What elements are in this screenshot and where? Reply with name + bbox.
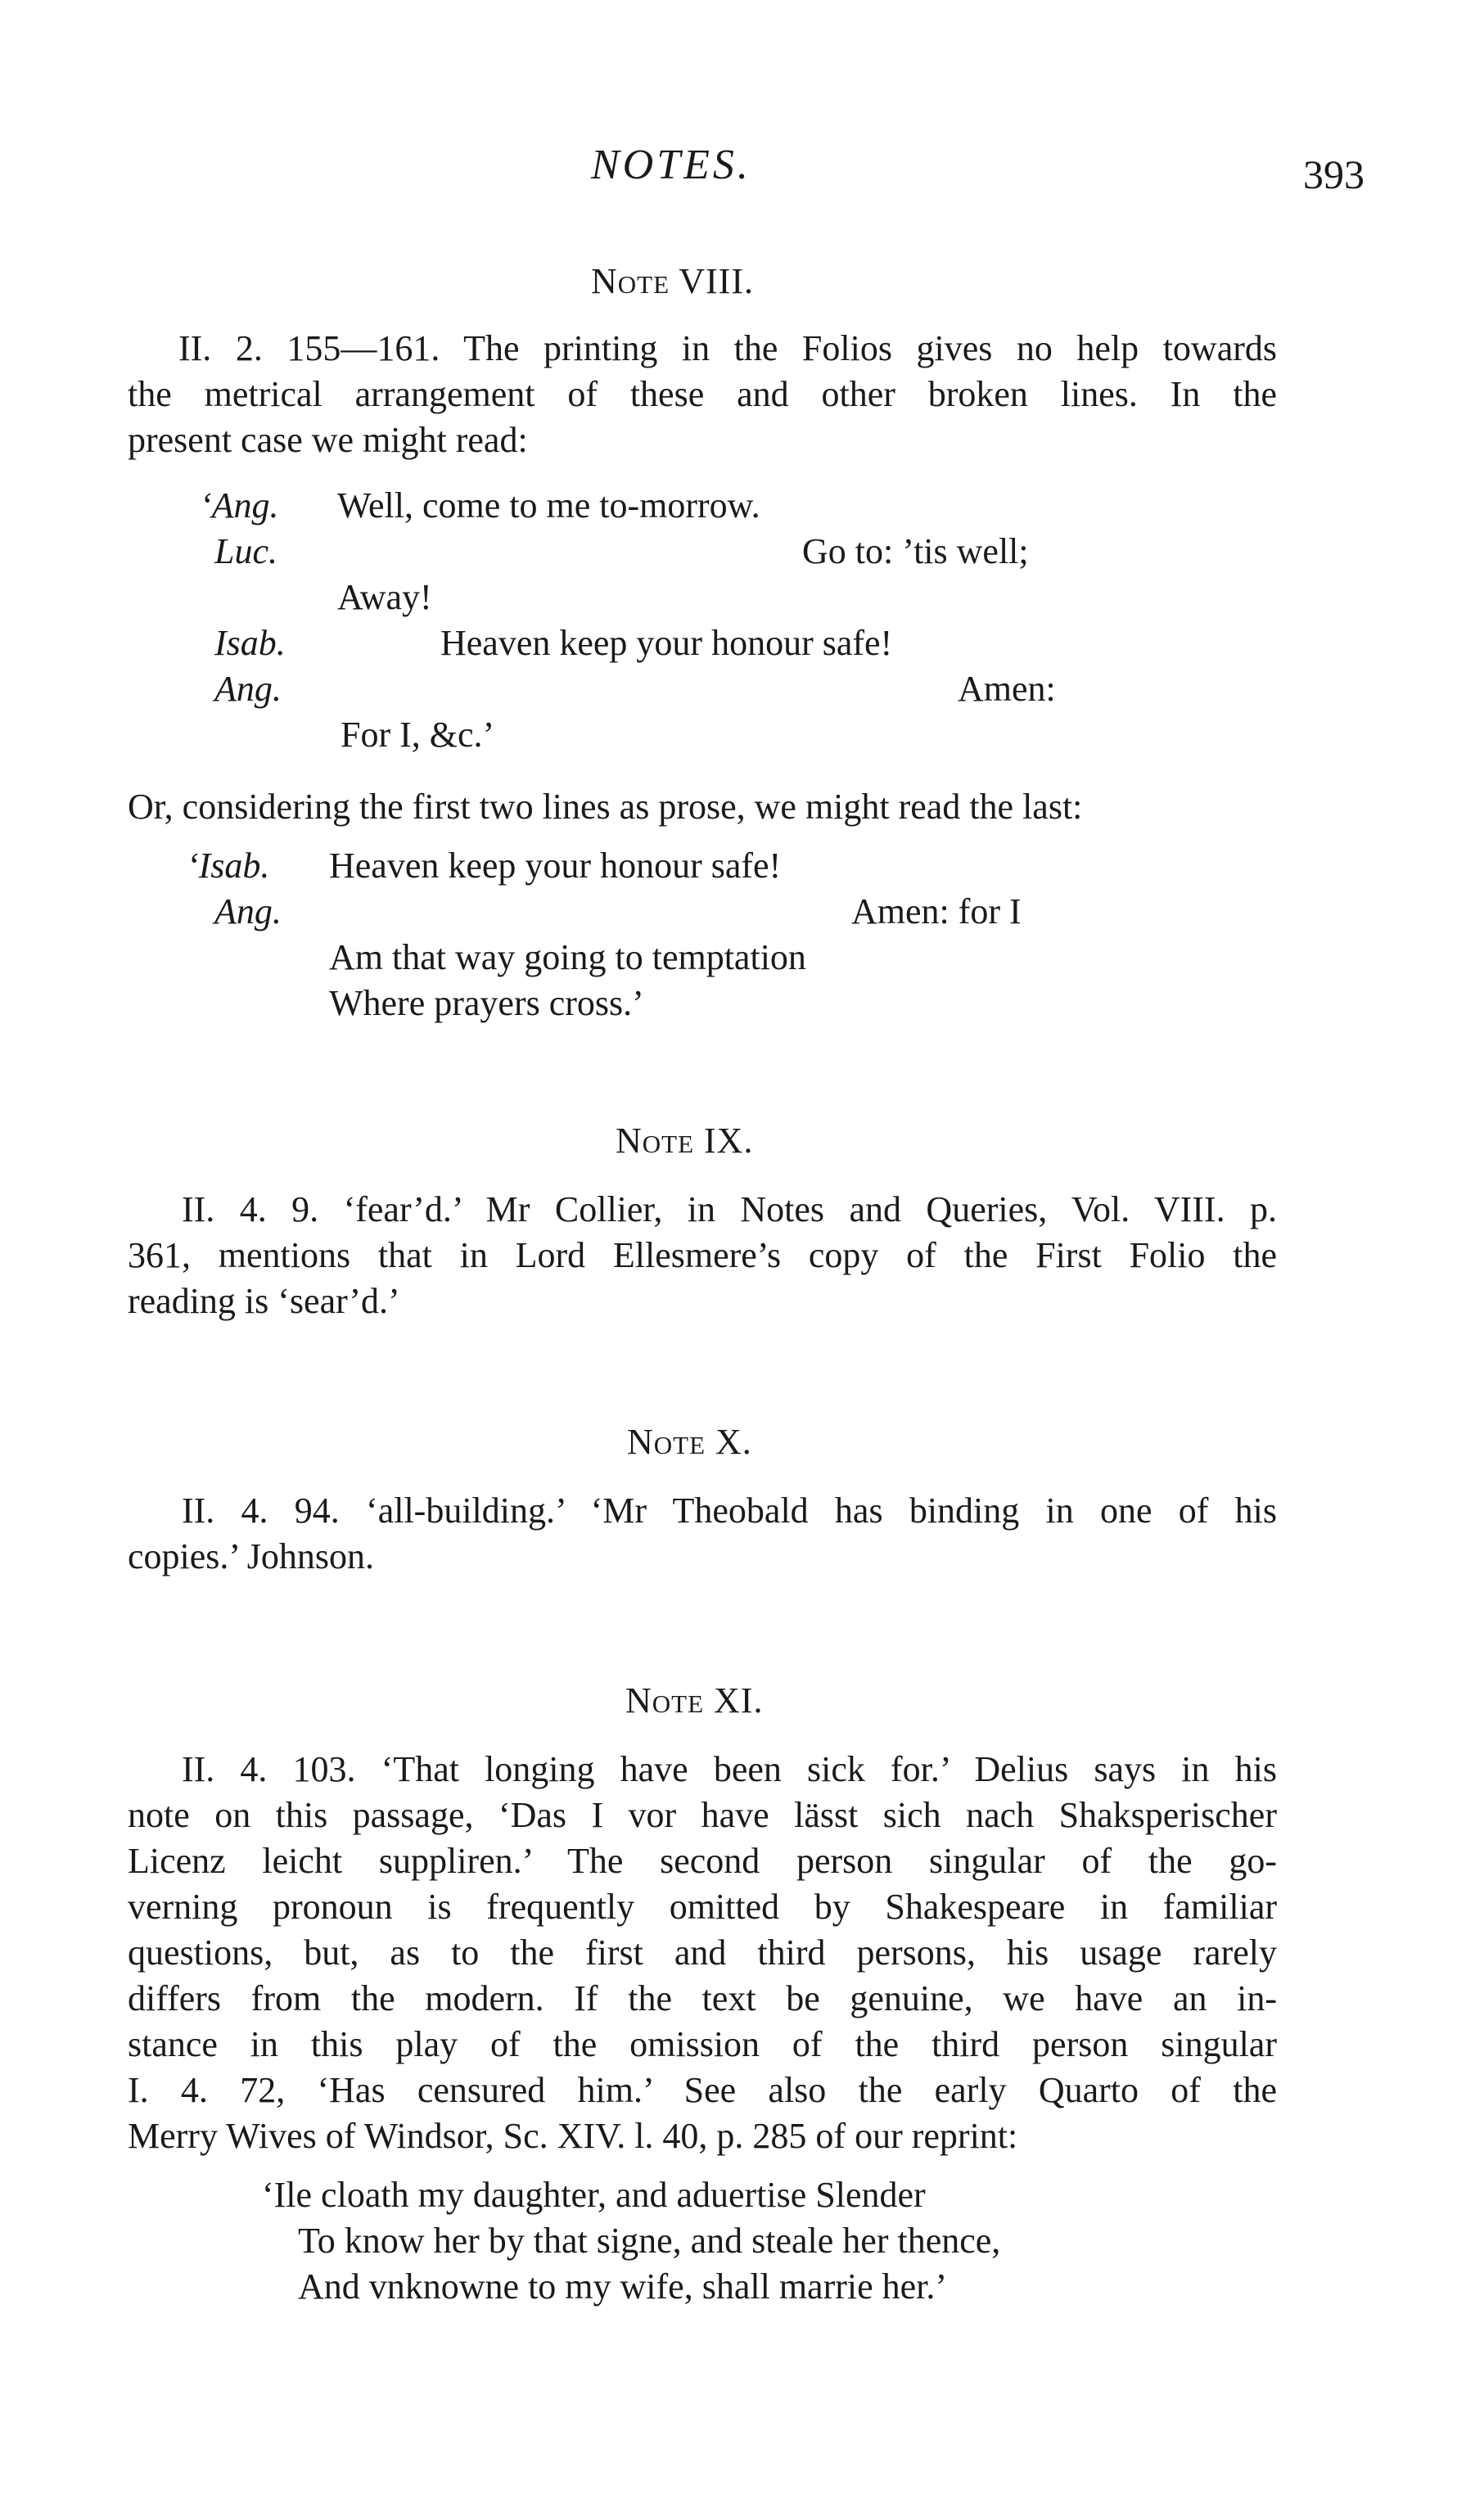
paragraph-line: stance in this play of the omission of the third person singular (128, 2024, 1277, 2064)
paragraph-line: Licenz leicht suppliren.’ The second person singular of the go- (128, 1841, 1277, 1881)
paragraph-line: present case we might read: (128, 420, 528, 460)
paragraph-line: copies.’ Johnson. (128, 1536, 375, 1576)
verse-line: Am that way going to temptation (329, 937, 806, 977)
running-header-title: NOTES. (591, 142, 751, 188)
paragraph-line: I. 4. 72, ‘Has censured him.’ See also the early Quarto of the (128, 2070, 1277, 2110)
verse-line: Go to: ’tis well; (802, 531, 1029, 571)
paragraph-line: II. 2. 155—161. The printing in the Folios gives no help towards (178, 328, 1277, 368)
speaker-label: Ang. (214, 891, 282, 931)
note-heading: Note VIII. (591, 261, 754, 301)
paragraph-line: Or, considering the first two lines as prose, we might read the last: (128, 787, 1083, 827)
page-number: 393 (1303, 151, 1364, 197)
speaker-label: ‘Ang. (200, 485, 279, 525)
verse-line: Where prayers cross.’ (329, 983, 644, 1023)
quote-line: ‘Ile cloath my daughter, and aduertise Slender (262, 2175, 926, 2215)
speaker-label: Isab. (214, 623, 286, 663)
verse-line: Heaven keep your honour safe! (329, 846, 782, 886)
paragraph-line: 361, mentions that in Lord Ellesmere’s copy of the First Folio the (128, 1235, 1277, 1275)
paragraph-line: differs from the modern. If the text be genuine, we have an in- (128, 1978, 1277, 2018)
paragraph-line: reading is ‘sear’d.’ (128, 1281, 400, 1321)
verse-line: Heaven keep your honour safe! (440, 623, 893, 663)
quote-line: And vnknowne to my wife, shall marrie her.’ (298, 2266, 948, 2307)
quote-line: To know her by that signe, and steale her thence, (298, 2221, 1001, 2261)
speaker-label: Ang. (214, 669, 282, 709)
paragraph-line: Merry Wives of Windsor, Sc. XIV. l. 40, p. 285 of our reprint: (128, 2116, 1018, 2156)
note-heading: Note IX. (616, 1121, 754, 1161)
paragraph-line: the metrical arrangement of these and other broken lines. In the (128, 374, 1277, 414)
note-heading: Note X. (627, 1422, 752, 1462)
paragraph-line: II. 4. 94. ‘all-building.’ ‘Mr Theobald has binding in one of his (182, 1491, 1277, 1531)
note-heading: Note XI. (625, 1680, 764, 1721)
verse-line: Well, come to me to-morrow. (337, 485, 760, 525)
verse-line: Amen: for I (851, 891, 1022, 931)
paragraph-line: II. 4. 103. ‘That longing have been sick for.’ Delius says in his (182, 1749, 1277, 1789)
speaker-label: ‘Isab. (187, 846, 270, 886)
verse-line: For I, &c.’ (341, 715, 495, 755)
paragraph-line: verning pronoun is frequently omitted by Shakespeare in familiar (128, 1887, 1277, 1927)
verse-line: Amen: (958, 669, 1056, 709)
verse-line: Away! (337, 577, 432, 617)
speaker-label: Luc. (214, 531, 277, 571)
paragraph-line: note on this passage, ‘Das I vor have lässt sich nach Shaksperischer (128, 1795, 1277, 1835)
paragraph-line: questions, but, as to the first and third persons, his usage rarely (128, 1932, 1277, 1973)
paragraph-line: II. 4. 9. ‘fear’d.’ Mr Collier, in Notes and Queries, Vol. VIII. p. (182, 1189, 1277, 1229)
